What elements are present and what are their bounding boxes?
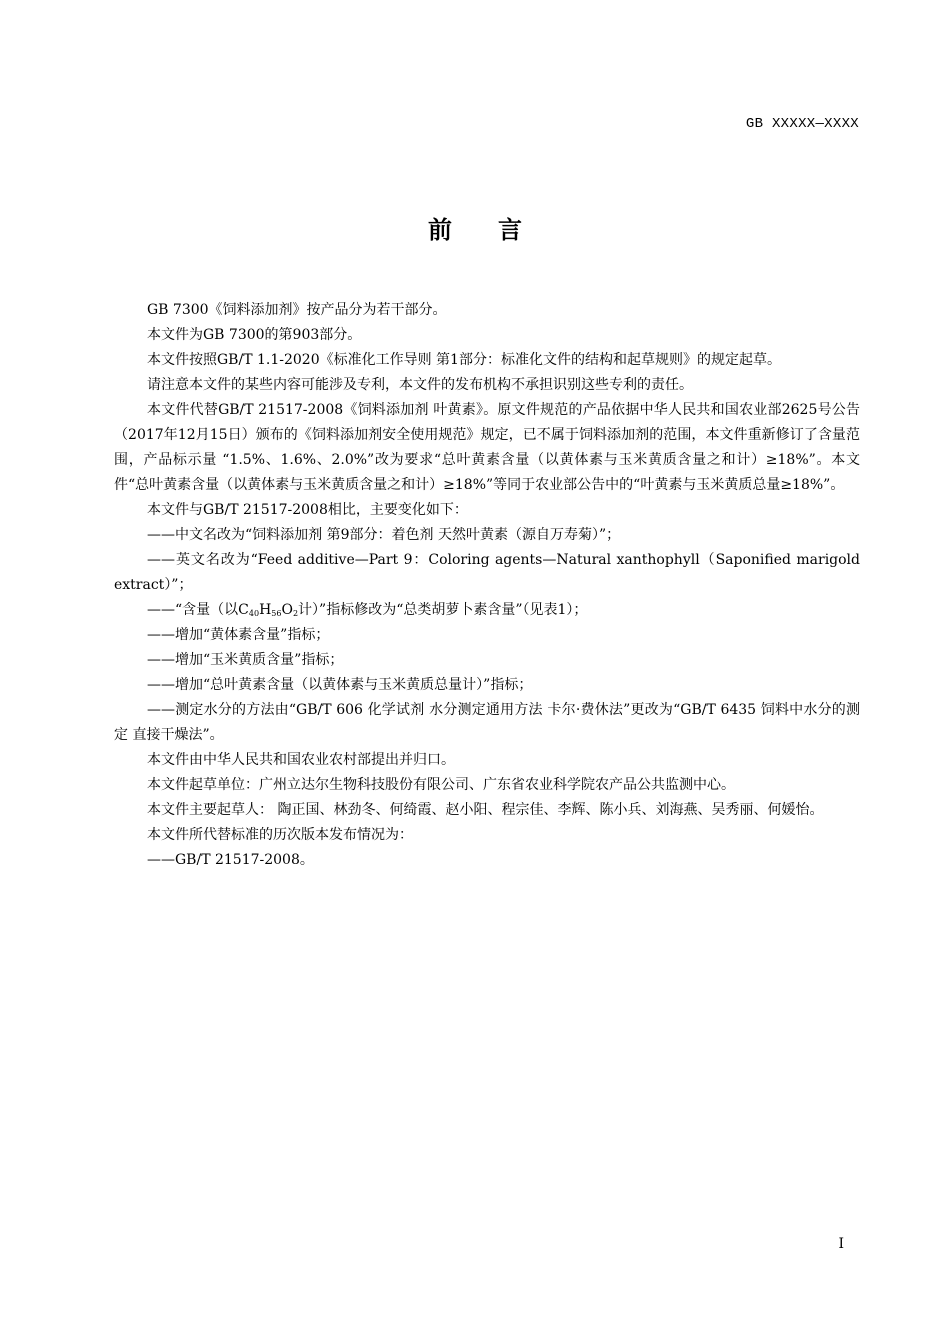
page-number: I — [838, 1236, 844, 1252]
paragraph: 本文件代替GB/T 21517-2008《饲料添加剂 叶黄素》。原文件规范的产品依据中华人民共和国农业部2625号公告（2017年12月15日）颁布的《饲料添加剂安全使用规范》规定，已不属于饲料添加剂的范围，本文件重新修订了含量范围，产品标示量 “1.5%、1.6%、2.0%”改为要求“总叶黄素含量（以黄体素与玉米黄质含量之和计）≥18%”。本文件“总叶黄素含量（以黄体素与玉米黄质含量之和计）≥18%”等同于农业部公告中的“叶黄素与玉米黄质总量≥18%”。 — [114, 402, 860, 493]
paragraph: 本文件所代替标准的历次版本发布情况为： — [147, 827, 413, 843]
formula-subscript-h: 56 — [271, 609, 282, 618]
list-item: ——增加“黄体素含量”指标； — [147, 627, 330, 643]
document-code: GB XXXXX—XXXX — [745, 116, 859, 132]
formula-prefix: ——“含量（以C — [147, 602, 249, 618]
paragraph: 本文件与GB/T 21517-2008相比，主要变化如下： — [147, 502, 468, 518]
list-item-content-formula — [114, 598, 860, 623]
formula-o: O — [281, 602, 293, 618]
paragraph: 本文件起草单位：广州立达尔生物科技股份有限公司、广东省农业科学院农产品公共监测中心。 — [147, 777, 735, 793]
list-item: ——增加“总叶黄素含量（以黄体素与玉米黄质总量计）”指标； — [147, 677, 533, 693]
paragraph: 本文件按照GB/T 1.1-2020《标准化工作导则 第1部分：标准化文件的结构和起草规则》的规定起草。 — [147, 352, 781, 368]
list-item: ——测定水分的方法由“GB/T 606 化学试剂 水分测定通用方法 卡尔·费休法”更改为“GB/T 6435 饲料中水分的测定 直接干燥法”。 — [114, 702, 860, 743]
paragraph: GB 7300《饲料添加剂》按产品分为若干部分。 — [147, 302, 447, 318]
list-item: ——英文名改为“Feed additive—Part 9：Coloring agents—Natural xanthophyll（Saponified marigold extract）”； — [114, 552, 860, 593]
formula-h: H — [259, 602, 272, 618]
formula-subscript-o: 2 — [292, 609, 299, 618]
paragraph: 本文件由中华人民共和国农业农村部提出并归口。 — [147, 752, 455, 768]
formula-subscript-c: 40 — [248, 609, 260, 618]
formula-suffix: 计）”指标修改为“总类胡萝卜素含量”（见表1）； — [298, 602, 588, 618]
list-item: ——中文名改为“饲料添加剂 第9部分：着色剂 天然叶黄素（源自万寿菊）”； — [147, 527, 621, 543]
foreword-body — [114, 298, 860, 873]
paragraph: 本文件为GB 7300的第903部分。 — [147, 327, 362, 343]
list-item: ——GB/T 21517-2008。 — [147, 852, 314, 868]
paragraph: 请注意本文件的某些内容可能涉及专利，本文件的发布机构不承担识别这些专利的责任。 — [147, 377, 693, 393]
page-title: 前言 — [428, 216, 568, 244]
paragraph: 本文件主要起草人： 陶正国、林劲冬、何绮霞、赵小阳、程宗佳、李辉、陈小兵、刘海燕、吴秀丽、何媛怡。 — [147, 802, 824, 818]
list-item: ——增加“玉米黄质含量”指标； — [147, 652, 344, 668]
